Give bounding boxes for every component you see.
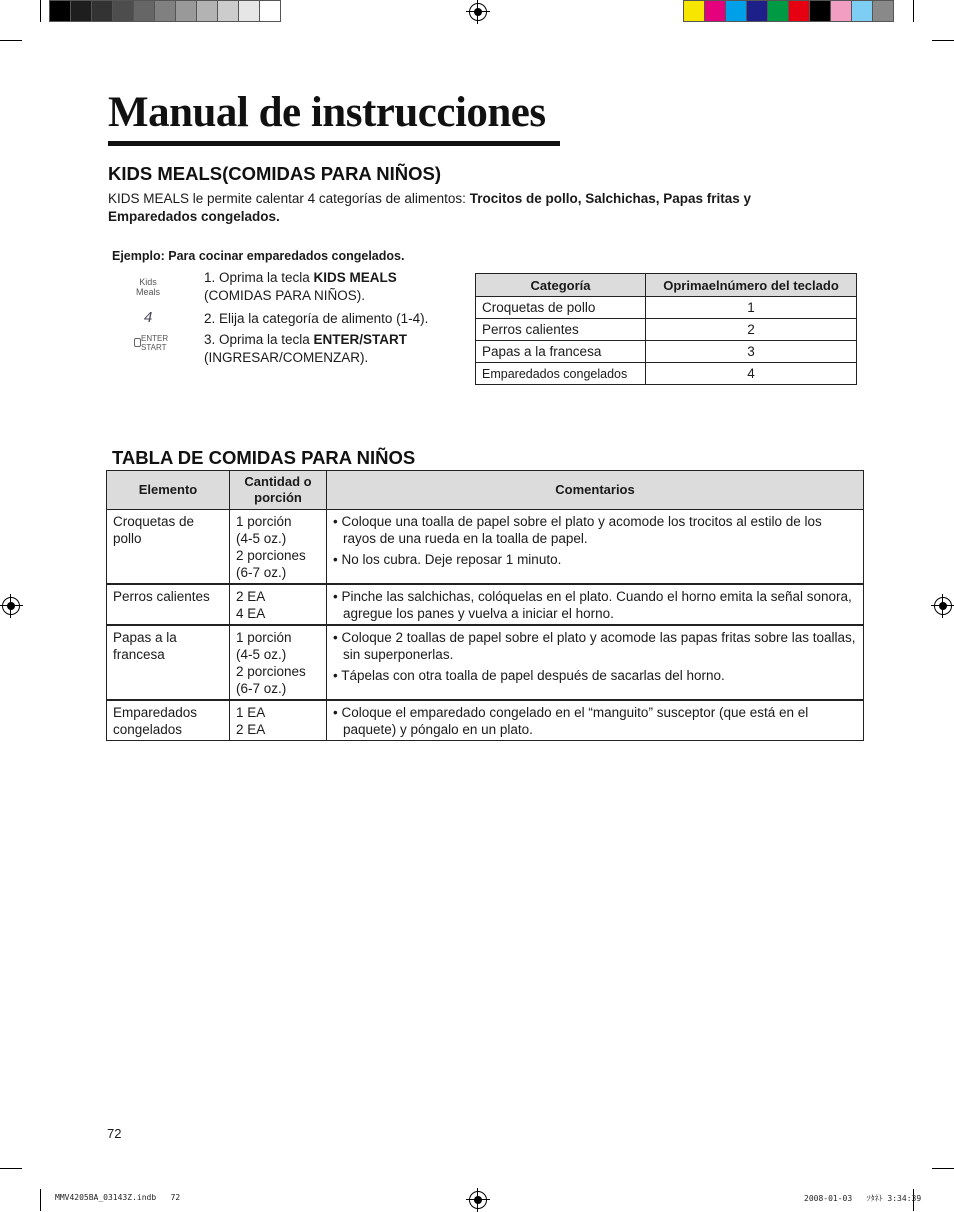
color-swatch-bar [684,0,894,22]
category-cell: Emparedados congelados [476,363,646,385]
color-swatch [259,0,281,22]
column-header: Cantidad o porción [230,471,327,510]
key-number-cell: 3 [646,341,857,363]
amount-line: 1 porción [236,630,292,645]
step-text: 1. Oprima la tecla [204,270,314,285]
color-swatch [91,0,113,22]
step-key: ENTER/START [313,332,408,347]
comment-bullet: • Coloque 2 toallas de papel sobre el plato y acomode las papas fritas sobre las toallas, sin superponerlas. [333,630,856,662]
intro-bold-1: Trocitos de pollo, Salchichas, Papas fritas y [469,191,752,206]
color-swatch [70,0,92,22]
amount-cell [230,510,327,585]
icon-label: Kids [139,277,157,287]
amount-cell [230,700,327,741]
kids-food-table [106,470,864,741]
item-cell: Perros calientes [107,584,230,625]
column-header: Elemento [107,471,230,510]
amount-line: 2 EA [236,589,266,604]
column-header: Comentarios [327,471,864,510]
color-swatch [872,0,894,22]
amount-line: 2 porciones [236,664,306,679]
item-cell: Papas a la francesa [107,625,230,700]
key-number-cell: 2 [646,319,857,341]
amount-line: 1 porción [236,514,292,529]
comment-bullet: • No los cubra. Deje reposar 1 minuto. [333,552,562,567]
table-row [476,363,857,385]
amount-line: 4 EA [236,606,266,621]
crop-mark [0,40,22,41]
example-heading: Ejemplo: Para cocinar emparedados congelados. [112,249,405,263]
color-swatch [49,0,71,22]
registration-mark-icon [469,1191,487,1209]
table-row [107,700,864,741]
comment-bullet: • Coloque una toalla de papel sobre el plato y acomode los trocitos al estilo de los rayos de una rueda en la toalla de papel. [333,514,822,546]
key-number-cell: 1 [646,297,857,319]
amount-line: (6-7 oz.) [236,681,287,696]
color-swatch [683,0,705,22]
color-swatch [133,0,155,22]
number-4-key-icon: 4 [144,309,153,326]
comment-bullet: • Coloque el emparedado congelado en el “manguito” susceptor (que está en el paquete) y póngalo en un plato. [333,705,809,737]
icon-label: ENTER [141,334,169,343]
step-1 [204,269,397,305]
registration-mark-icon [934,597,952,615]
key-number-cell: 4 [646,363,857,385]
step-text: 3. Oprima la tecla [204,332,314,347]
color-swatch [112,0,134,22]
color-swatch [704,0,726,22]
item-cell: Croquetas de pollo [107,510,230,585]
print-timestamp: 2008-01-03 ｿﾀﾈﾄ 3:34:39 [804,1194,922,1203]
amount-cell [230,625,327,700]
icon-label: START [141,343,167,352]
file-slug: MMV4205BA_03143Z.indb 72 [55,1193,181,1202]
step-key: KIDS MEALS [313,270,397,285]
color-swatch [238,0,260,22]
amount-line: (4-5 oz.) [236,531,287,546]
amount-line: (4-5 oz.) [236,647,287,662]
crop-mark [40,0,41,22]
crop-mark [932,40,954,41]
category-cell: Croquetas de pollo [476,297,646,319]
amount-line: 2 porciones [236,548,306,563]
amount-line: 1 EA [236,705,266,720]
title-underline [108,141,560,146]
color-swatch [809,0,831,22]
amount-line: 2 EA [236,722,266,737]
color-swatch [788,0,810,22]
table-row [107,625,864,700]
step-text-2: (INGRESAR/COMENZAR). [204,350,369,365]
food-table-heading: TABLA DE COMIDAS PARA NIÑOS [112,447,416,468]
color-swatch [851,0,873,22]
comments-cell [327,510,864,585]
color-swatch [217,0,239,22]
color-swatch [746,0,768,22]
icon-label: Meals [136,287,161,297]
kids-meals-intro [108,190,808,226]
category-cell: Papas a la francesa [476,341,646,363]
column-header: Categoría [476,274,646,297]
table-row [476,341,857,363]
color-swatch [725,0,747,22]
color-swatch [175,0,197,22]
kids-meals-heading: KIDS MEALS(COMIDAS PARA NIÑOS) [108,163,441,184]
color-swatch [830,0,852,22]
page-number: 72 [107,1126,122,1141]
crop-mark [40,1189,41,1211]
color-swatch [154,0,176,22]
step-2 [204,310,428,328]
table-row [107,584,864,625]
crop-mark [932,1168,954,1169]
gray-swatch-bar [50,0,281,22]
page-title: Manual de instrucciones [108,89,546,136]
color-swatch [196,0,218,22]
color-swatch [767,0,789,22]
category-cell: Perros calientes [476,319,646,341]
comments-cell [327,700,864,741]
table-row [476,319,857,341]
step-3 [204,331,407,367]
crop-mark [913,0,914,22]
table-row [476,297,857,319]
registration-mark-icon [2,597,20,615]
intro-text: KIDS MEALS le permite calentar 4 categorías de alimentos: [108,191,470,206]
step-text-2: (COMIDAS PARA NIÑOS). [204,288,366,303]
amount-line: (6-7 oz.) [236,565,287,580]
item-cell: Emparedados congelados [107,700,230,741]
step-text: 2. Elija la categoría de alimento (1-4). [204,311,429,326]
table-row [107,510,864,585]
comments-cell [327,584,864,625]
amount-cell [230,584,327,625]
comments-cell [327,625,864,700]
comment-bullet: • Tápelas con otra toalla de papel después de sacarlas del horno. [333,668,725,683]
crop-mark [0,1168,22,1169]
column-header: Oprimaelnúmero del teclado [646,274,857,297]
intro-bold-2: Emparedados congelados. [108,209,280,224]
category-table [475,273,857,385]
registration-mark-icon [469,3,487,21]
kids-meals-key-icon [136,277,160,297]
enter-start-key-icon [134,334,168,352]
comment-bullet: • Pinche las salchichas, colóquelas en el plato. Cuando el horno emita la señal sonora, agregue los panes y vuelva a iniciar el horno. [333,589,852,621]
